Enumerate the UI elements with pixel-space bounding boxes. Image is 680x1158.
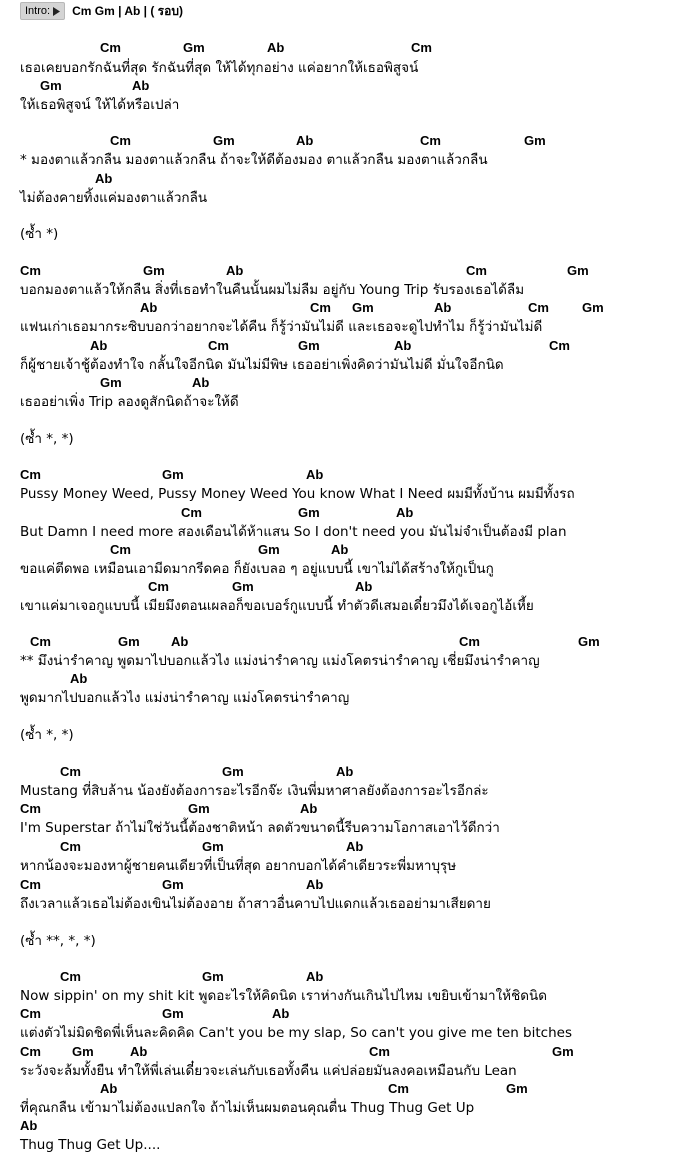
chord-cm: Cm [20,877,41,892]
chord-gm: Gm [118,634,140,649]
chord-cm: Cm [110,133,131,148]
chord-ab: Ab [132,78,150,93]
chord-ab: Ab [346,839,364,854]
lyric-line: ** มึงน่ารำคาญ พูดมาไปบอกแล้วไง แม่งน่ารำคาญ แม่งโคตรน่ารำคาญ เชี่ยมึงน่ารำคาญ [20,653,540,669]
chord-cm: Cm [388,1081,409,1096]
chord-cm: Cm [30,634,51,649]
chord-ab: Ab [331,542,349,557]
chord-gm: Gm [143,263,165,278]
chord-gm: Gm [222,764,244,779]
chord-gm: Gm [188,801,210,816]
chord-ab: Ab [355,579,373,594]
chord-cm: Cm [20,1006,41,1021]
lyric-line: หากน้องจะมองหาผู้ชายคนเดียวที่เป็นที่สุด อยากบอกได้คำเดียวระพี่มหาบุรุษ [20,858,457,874]
lyric-line: ขอแค่ตีดพอ เหมือนเอามีดมากรีดคอ ก็ยังเบลอ ๆ อยู่แบบนี้ เขาไม่ได้สร้างให้กูเป็นกู [20,561,494,577]
repeat-marker: (ซ้ำ **, *, *) [20,933,96,949]
chord-gm: Gm [100,375,122,390]
chord-cm: Cm [181,505,202,520]
intro-bar [20,2,183,20]
chord-gm: Gm [72,1044,94,1059]
lyric-line: บอกมองตาแล้วให้กลืน สิ่งที่เธอทำในคืนนั้นผมไม่ลืม อยู่กับ Young Trip รับรองเธอได้ลืม [20,282,525,298]
chord-cm: Cm [528,300,549,315]
intro-chords: Cm Gm | Ab | ( รอบ) [72,3,183,18]
chord-ab: Ab [336,764,354,779]
lyric-line: พูดมากไปบอกแล้วไง แม่งน่ารำคาญ แม่งโคตรน่ารำคาญ [20,690,350,706]
lyric-line: Now sippin' on my shit kit พูดอะไรให้คิดนิด เราห่างกันเกินไปไหม เขยิบเข้ามาให้ชิดนิด [20,988,547,1004]
chord-ab: Ab [90,338,108,353]
lyric-line: But Damn I need more สองเดือนได้ห้าแสน So I don't need you มันไม่จำเป็นต้องมี plan [20,524,567,540]
lyric-line: ที่คุณกลืน เข้ามาไม่ต้องแปลกใจ ถ้าไม่เห็นผมตอนคุณตื่น Thug Thug Get Up [20,1100,475,1116]
chord-cm: Cm [420,133,441,148]
chord-gm: Gm [352,300,374,315]
chord-gm: Gm [162,1006,184,1021]
chord-ab: Ab [296,133,314,148]
chord-ab: Ab [300,801,318,816]
chord-cm: Cm [20,467,41,482]
chord-ab: Ab [396,505,414,520]
chord-cm: Cm [459,634,480,649]
chord-cm: Cm [60,969,81,984]
lyric-line: เธออย่าเพิ่ง Trip ลองดูสักนิดถ้าจะให้ดี [20,394,239,410]
chord-cm: Cm [60,839,81,854]
chord-cm: Cm [208,338,229,353]
chord-gm: Gm [40,78,62,93]
chord-gm: Gm [232,579,254,594]
chord-ab: Ab [20,1118,38,1133]
chord-ab: Ab [192,375,210,390]
chord-cm: Cm [60,764,81,779]
chord-cm: Cm [466,263,487,278]
chord-gm: Gm [202,839,224,854]
chord-ab: Ab [306,969,324,984]
chord-ab: Ab [130,1044,148,1059]
lyric-line: ให้เธอพิสูจน์ ให้ได้หรือเปล่า [20,97,180,113]
chord-gm: Gm [567,263,589,278]
repeat-marker: (ซ้ำ *, *) [20,727,74,743]
chord-ab: Ab [306,467,324,482]
intro-label: Intro: [25,5,51,17]
chord-cm: Cm [310,300,331,315]
chord-gm: Gm [578,634,600,649]
chord-gm: Gm [162,877,184,892]
chord-cm: Cm [549,338,570,353]
chord-gm: Gm [552,1044,574,1059]
chord-gm: Gm [298,505,320,520]
chord-cm: Cm [411,40,432,55]
chord-cm: Cm [100,40,121,55]
chord-gm: Gm [506,1081,528,1096]
lyric-line: * มองตาแล้วกลืน มองตาแล้วกลืน ถ้าจะให้ดีต้องมอง ตาแล้วกลืน มองตาแล้วกลืน [20,152,488,168]
chord-gm: Gm [582,300,604,315]
chord-gm: Gm [298,338,320,353]
chord-ab: Ab [100,1081,118,1096]
chord-ab: Ab [70,671,88,686]
lyric-line: I'm Superstar ถ้าไม่ใช่วันนี้ต้องชาติหน้า ลดตัวขนาดนี้รีบความโอกาสเอาไว้ดีกว่า [20,820,500,836]
lyric-line: ถึงเวลาแล้วเธอไม่ต้องเขินไม่ต้องอาย ถ้าสาวอื่นคาบไปแดกแล้วเธออย่ามาเสียดาย [20,896,491,912]
chord-gm: Gm [202,969,224,984]
play-icon [53,7,60,16]
chord-gm: Gm [183,40,205,55]
lyric-line: เขาแค่มาเจอกูแบบนี้ เมียมึงตอนเผลอก็ขอเบอร์กูแบบนี้ ทำตัวดีเสมอเดี๋ยวมึงได้เจอกูไอ้เหี้ย [20,598,534,614]
chord-cm: Cm [110,542,131,557]
lyric-line: Pussy Money Weed, Pussy Money Weed You know What I Need ผมมีทั้งบ้าน ผมมีทั้งรถ [20,486,575,502]
lyric-line: เธอเคยบอกรักฉันที่สุด รักฉันที่สุด ให้ได้ทุกอย่าง แค่อยากให้เธอพิสูจน์ [20,60,419,76]
repeat-marker: (ซ้ำ *) [20,226,59,242]
chord-ab: Ab [226,263,244,278]
chord-ab: Ab [267,40,285,55]
chord-cm: Cm [20,1044,41,1059]
lyric-line: Thug Thug Get Up.... [20,1137,161,1153]
chord-gm: Gm [162,467,184,482]
chord-cm: Cm [369,1044,390,1059]
chord-gm: Gm [524,133,546,148]
chord-ab: Ab [140,300,158,315]
chord-ab: Ab [434,300,452,315]
chord-cm: Cm [20,263,41,278]
chord-cm: Cm [20,801,41,816]
lyric-line: แฟนเก่าเธอมากระซิบบอกว่าอยากจะได้คืน ก็รู้ว่ามันไม่ดี และเธอจะดูไปทำไม ก็รู้ว่ามันไม่ดี [20,319,543,335]
lyric-line: ก็ผู้ชายเจ้าชู้ต้องทำใจ กลั้นใจอีกนิด มันไม่มีพิษ เธออย่าเพิ่งคิดว่ามันไม่ดี มั่นใจอีกนิด [20,357,504,373]
chord-gm: Gm [213,133,235,148]
lyric-line: Mustang ที่สิบล้าน น้องยังต้องการอะไรอีกจ๊ะ เงินพี่มหาศาลยังต้องการอะไรอีกล่ะ [20,783,489,799]
chord-ab: Ab [306,877,324,892]
chord-ab: Ab [171,634,189,649]
intro-play-button[interactable] [20,2,65,20]
chord-ab: Ab [394,338,412,353]
lyric-line: ไม่ต้องคายทิ้งแค่มองตาแล้วกลืน [20,190,208,206]
lyric-line: ระวังจะล้มทั้งยืน ทำให้พี่เล่นเดี๋ยวจะเล่นกับเธอทั้งคืน แค่ปล่อยมันลงคอเหมือนกับ Lean [20,1063,517,1079]
repeat-marker: (ซ้ำ *, *) [20,431,74,447]
chord-cm: Cm [148,579,169,594]
chord-gm: Gm [258,542,280,557]
chord-ab: Ab [95,171,113,186]
lyric-line: แต่งตัวไม่มิดชิดพี่เห็นละคิดคิด Can't you be my slap, So can't you give me ten bitches [20,1025,572,1041]
chord-ab: Ab [272,1006,290,1021]
